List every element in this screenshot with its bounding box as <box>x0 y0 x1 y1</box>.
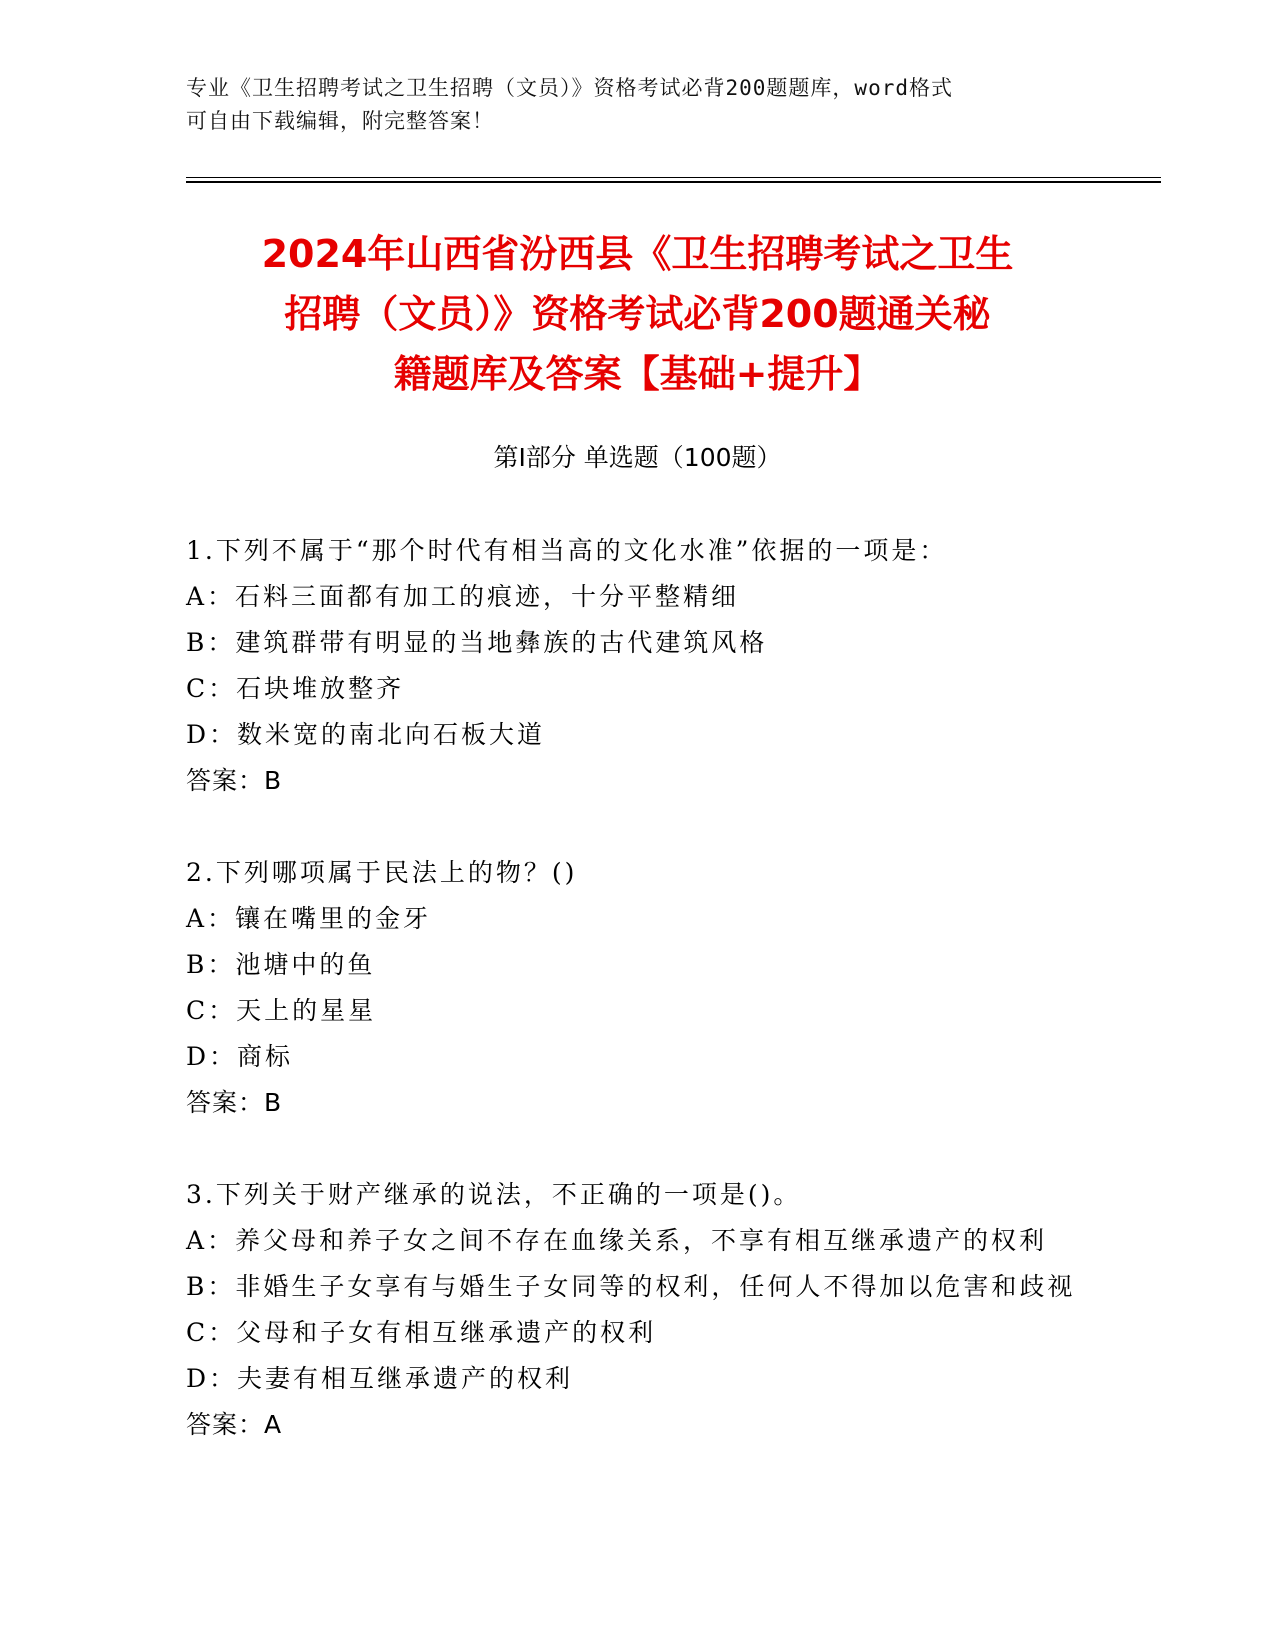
option-a: A：镶在嘴里的金牙 <box>186 904 432 933</box>
option-a: A：养父母和养子女之间不存在血缘关系，不享有相互继承遗产的权利 <box>186 1226 1048 1255</box>
question-stem: 3.下列关于财产继承的说法，不正确的一项是()。 <box>186 1180 802 1209</box>
option-d: D：商标 <box>186 1042 294 1071</box>
answer-line: 答案：B <box>186 1088 283 1117</box>
option-b: B：池塘中的鱼 <box>186 950 376 979</box>
header-note <box>186 72 1086 138</box>
question-2 <box>186 850 1086 1126</box>
answer-line: 答案：A <box>186 1410 283 1439</box>
title-line-3: 籍题库及答案【基础+提升】 <box>393 352 882 396</box>
option-b: B：非婚生子女享有与婚生子女同等的权利，任何人不得加以危害和歧视 <box>186 1272 1076 1301</box>
header-divider-thin <box>186 177 1161 178</box>
section-heading: 第Ⅰ部分 单选题（100题） <box>493 443 782 472</box>
option-d: D：数米宽的南北向石板大道 <box>186 720 546 749</box>
option-c: C：石块堆放整齐 <box>186 674 405 703</box>
option-a: A：石料三面都有加工的痕迹，十分平整精细 <box>186 582 740 611</box>
option-c: C：父母和子女有相互继承遗产的权利 <box>186 1318 657 1347</box>
question-list <box>186 528 1086 1494</box>
header-divider-thick <box>186 181 1161 183</box>
question-1 <box>186 528 1086 804</box>
header-note-line-1: 专业《卫生招聘考试之卫生招聘（文员）》资格考试必背200题题库，word格式 <box>186 76 953 100</box>
title-line-1: 2024年山西省汾西县《卫生招聘考试之卫生 <box>261 232 1014 276</box>
answer-line: 答案：B <box>186 766 283 795</box>
option-c: C：天上的星星 <box>186 996 377 1025</box>
question-stem: 2.下列哪项属于民法上的物？() <box>186 858 578 887</box>
question-3 <box>186 1172 1086 1448</box>
question-stem: 1.下列不属于“那个时代有相当高的文化水准”依据的一项是： <box>186 536 948 565</box>
option-b: B：建筑群带有明显的当地彝族的古代建筑风格 <box>186 628 768 657</box>
title-line-2: 招聘（文员）》资格考试必背200题通关秘 <box>284 292 991 336</box>
option-d: D：夫妻有相互继承遗产的权利 <box>186 1364 574 1393</box>
document-title <box>150 224 1125 404</box>
header-note-line-2: 可自由下载编辑，附完整答案！ <box>186 109 494 133</box>
